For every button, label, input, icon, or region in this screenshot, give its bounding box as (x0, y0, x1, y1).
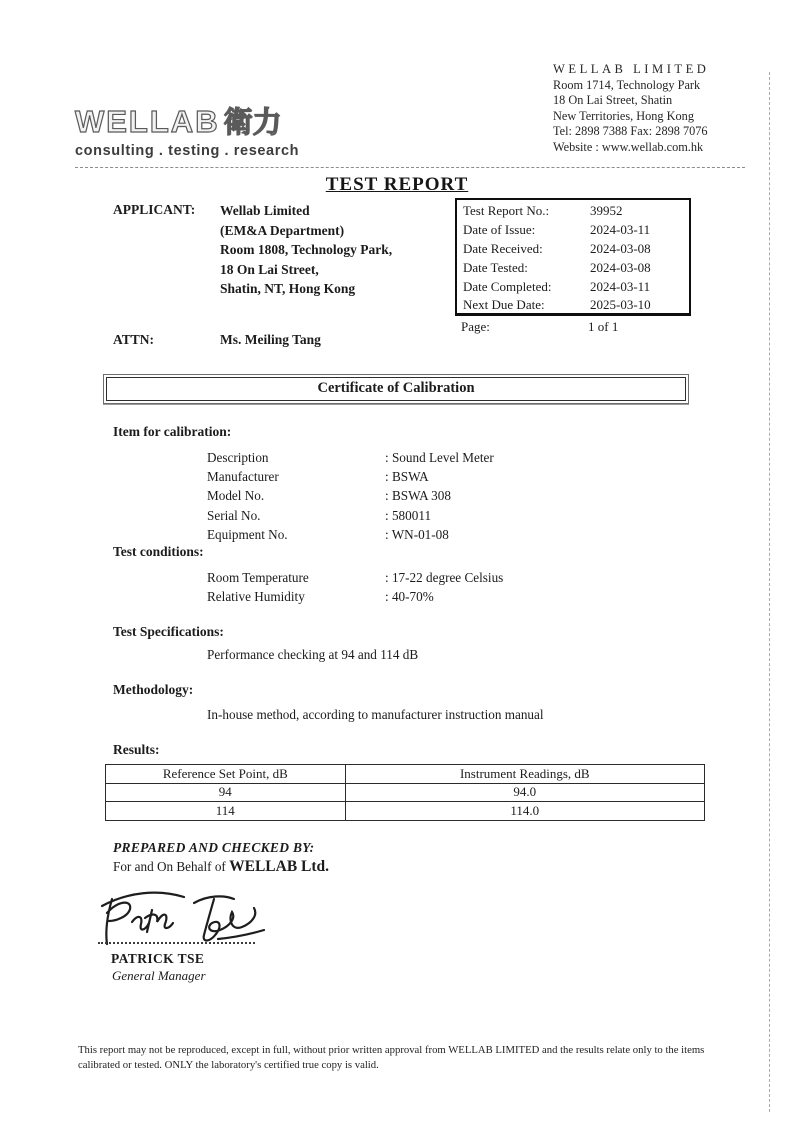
detail-value: : WN-01-08 (385, 526, 449, 542)
logo-tagline: consulting . testing . research (75, 143, 300, 159)
test-specifications-text: Performance checking at 94 and 114 dB (207, 647, 419, 662)
behalf-company: WELLAB Ltd. (229, 858, 330, 875)
signer-title: General Manager (112, 968, 206, 983)
results-col-header: Instrument Readings, dB (345, 765, 704, 784)
tel-fax-line: Tel: 2898 7388 Fax: 2898 7076 (553, 124, 708, 139)
logo-wordmark (75, 100, 299, 141)
applicant-line: Wellab Limited (220, 203, 310, 218)
detail-value: : 40-70% (385, 589, 434, 605)
certificate-banner (103, 374, 689, 404)
info-label: Next Due Date: (463, 297, 545, 313)
website-line: Website : www.wellab.com.hk (553, 139, 704, 154)
results-heading: Results: (113, 742, 160, 757)
info-label: Date Tested: (463, 259, 528, 275)
detail-row (207, 525, 494, 544)
info-value: 2024-03-11 (590, 221, 651, 237)
detail-label: Manufacturer (207, 469, 279, 485)
detail-row (207, 587, 503, 606)
detail-row (207, 506, 494, 525)
applicant-line: (EM&A Department) (220, 222, 345, 238)
methodology-heading: Methodology: (113, 682, 194, 697)
page-title: TEST REPORT (325, 174, 469, 195)
info-value: 2024-03-11 (590, 278, 651, 294)
scan-edge-line (769, 72, 770, 1112)
prepared-by-line: PREPARED AND CHECKED BY: (113, 840, 315, 855)
behalf-line (113, 858, 329, 876)
info-value: 2024-03-08 (590, 240, 651, 256)
test-specifications-heading: Test Specifications: (113, 624, 224, 639)
detail-value: : BSWA (385, 469, 429, 485)
page-label: Page: (461, 319, 490, 334)
detail-value: : 17-22 degree Celsius (385, 570, 504, 585)
info-label: Date Completed: (463, 278, 552, 294)
company-name: WELLAB LIMITED (553, 62, 710, 76)
report-info-row (463, 241, 689, 260)
results-table (105, 764, 705, 821)
attn-label: ATTN: (113, 332, 155, 347)
report-info-row (463, 297, 689, 316)
detail-row (207, 486, 494, 505)
company-address-block (553, 62, 709, 156)
signature-underline (98, 930, 255, 944)
behalf-prefix: For and On Behalf of (113, 859, 230, 874)
detail-row (207, 467, 494, 486)
detail-row (207, 448, 494, 467)
header-divider (75, 167, 745, 168)
results-cell: 94.0 (345, 783, 704, 802)
footer-disclaimer: This report may not be reproduced, except in full, without prior written approval from WELLAB LIMITED and the results relate only to the items calibrated or tested. ONLY the laboratory's certified true copy is valid. (78, 1044, 705, 1071)
logo-text: WELLAB (75, 104, 220, 139)
signer-name: PATRICK TSE (111, 951, 205, 966)
attn-value: Ms. Meiling Tang (220, 332, 321, 347)
results-header-row (106, 765, 705, 784)
company-logo (75, 100, 299, 159)
methodology-text: In-house method, according to manufacturer instruction manual (207, 707, 544, 722)
detail-label: Room Temperature (207, 570, 309, 585)
results-cell: 114.0 (345, 802, 704, 821)
detail-label: Equipment No. (207, 526, 288, 542)
report-info-row (463, 260, 689, 279)
report-info-row (463, 222, 689, 241)
report-info-row (463, 203, 689, 222)
applicant-address (220, 201, 392, 299)
detail-label: Description (207, 450, 269, 465)
detail-label: Relative Humidity (207, 589, 305, 605)
info-label: Date of Issue: (463, 221, 536, 237)
logo-cjk-text: 衛力 (223, 107, 282, 139)
results-cell: 114 (106, 802, 346, 821)
detail-label: Model No. (207, 488, 265, 504)
item-for-calibration-heading: Item for calibration: (113, 424, 232, 439)
page-value: 1 of 1 (588, 319, 619, 334)
info-value: 2025-03-10 (590, 297, 651, 313)
item-for-calibration-details (207, 448, 494, 544)
address-line: 18 On Lai Street, Shatin (553, 93, 673, 108)
detail-value: : BSWA 308 (385, 488, 451, 504)
report-info-box (455, 198, 691, 316)
info-value: 2024-03-08 (590, 259, 651, 275)
results-col-header: Reference Set Point, dB (106, 765, 346, 784)
info-label: Date Received: (463, 240, 543, 256)
test-conditions-details (207, 568, 503, 606)
detail-row (207, 568, 503, 587)
report-info-row (463, 279, 689, 298)
address-line: New Territories, Hong Kong (553, 108, 694, 123)
info-label: Test Report No.: (463, 203, 550, 218)
applicant-line: Shatin, NT, Hong Kong (220, 281, 356, 296)
detail-label: Serial No. (207, 507, 261, 523)
address-line: Room 1714, Technology Park (553, 77, 701, 92)
table-row (106, 802, 705, 821)
applicant-line: Room 1808, Technology Park, (220, 242, 393, 257)
page-number-row (461, 319, 618, 335)
detail-value: : Sound Level Meter (385, 450, 494, 465)
results-cell: 94 (106, 783, 346, 802)
info-value: 39952 (590, 203, 623, 218)
detail-value: : 580011 (385, 507, 432, 523)
applicant-line: 18 On Lai Street, (220, 261, 319, 277)
certificate-banner-text: Certificate of Calibration (106, 377, 686, 401)
applicant-label: APPLICANT: (113, 202, 196, 217)
test-conditions-heading: Test conditions: (113, 544, 204, 559)
table-row (106, 783, 705, 802)
